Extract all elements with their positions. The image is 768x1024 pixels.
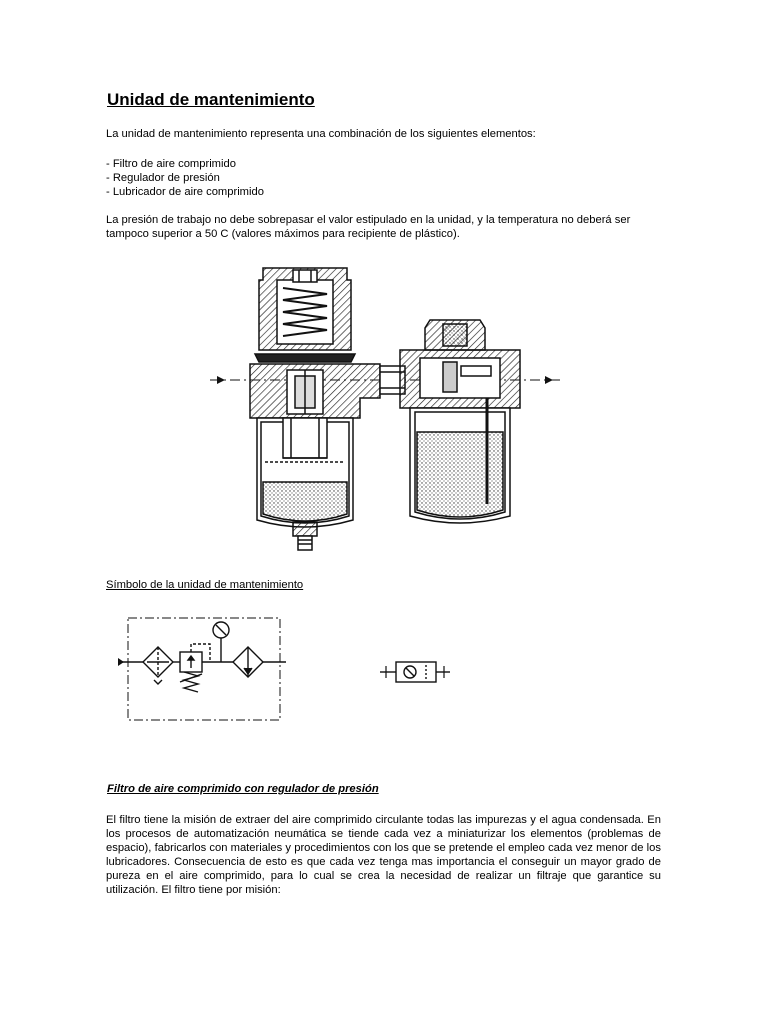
section-body: El filtro tiene la misión de extraer del aire comprimido circulante todas las impurezas y el agua condensada. En los procesos de automatización neumática se tiende cada vez a miniaturizar los elementos (problemas de espacio), fabricarlos con materiales y procedimientos con los que se pretende el empleo cada vez menor de los lubricadores. Consecuencia de esto es que cada vez tenga mas importancia el conseguir un mayor grado de pureza en el aire comprimido, para lo cual se crea la necesidad de realizar un filtraje que garantice su utilización. El filtro tiene por misión: xyxy=(106,814,661,896)
maintenance-unit-drawing xyxy=(205,258,570,563)
simplified-symbol-diagram xyxy=(380,655,452,694)
component-list xyxy=(106,157,264,199)
detailed-symbol-diagram xyxy=(118,610,288,735)
pressure-note: La presión de trabajo no debe sobrepasar el valor estipulado en la unidad, y la temperatura no deberá ser tampoco superior a 50 C (valores máximos para recipiente de plástico). xyxy=(106,214,631,240)
symbol-caption: Símbolo de la unidad de mantenimiento xyxy=(106,579,304,591)
list-item: - Lubricador de aire comprimido xyxy=(106,186,264,198)
page-title: Unidad de mantenimiento xyxy=(107,90,315,109)
intro-paragraph: La unidad de mantenimiento representa una combinación de los siguientes elementos: xyxy=(106,128,536,140)
list-item: - Regulador de presión xyxy=(106,172,220,184)
section-heading: Filtro de aire comprimido con regulador de presión xyxy=(107,783,379,795)
list-item: - Filtro de aire comprimido xyxy=(106,158,236,170)
